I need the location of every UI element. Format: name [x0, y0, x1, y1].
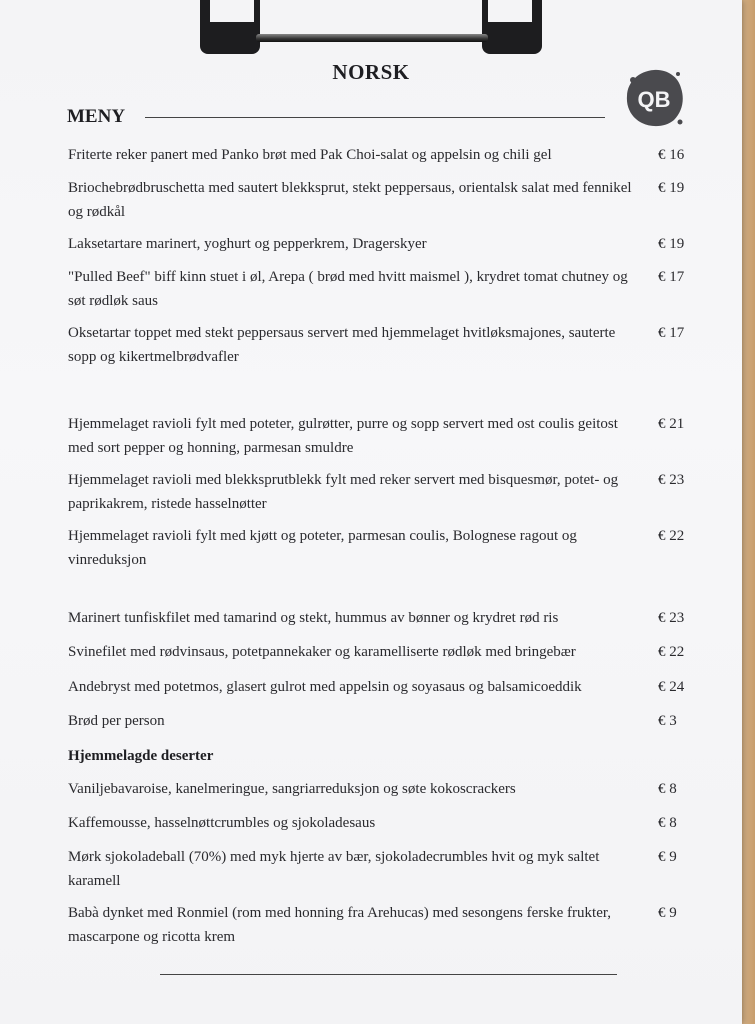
dish-description: Oksetartar toppet med stekt peppersaus servert med hjemmelaget hvitløksmajones, sauterte sopp og kikertmelbrødvafler — [68, 325, 616, 365]
dish-description: Brød per person — [68, 713, 165, 729]
dish-description: Hjemmelaget ravioli med blekksprutblekk fylt med reker servert med bisquesmør, potet- og paprikakrem, ristede hasselnøtter — [68, 472, 619, 512]
dish-description: Hjemmelaget ravioli fylt med poteter, gulrøtter, purre og sopp servert med ost coulis geitost med sort pepper og honning, parmesan smuldre — [68, 416, 618, 456]
dish-price: € 3 — [658, 713, 677, 729]
dessert-description: Babà dynket med Ronmiel (rom med honning fra Arehucas) med sesongens ferske frukter, mascarpone og ricotta krem — [68, 905, 611, 945]
dish-description: Briochebrødbruschetta med sautert blekksprut, stekt peppersaus, orientalsk salat med fennikel og rødkål — [68, 180, 632, 220]
clip-bar — [256, 34, 488, 42]
dish-price: € 19 — [658, 236, 685, 252]
dish-price: € 22 — [658, 528, 685, 544]
qb-logo-icon — [622, 66, 686, 130]
dessert-price: € 8 — [658, 815, 677, 831]
dish-price: € 19 — [658, 180, 685, 196]
dish-price: € 23 — [658, 610, 685, 626]
dish-price: € 21 — [658, 416, 685, 432]
dessert-description: Vaniljebavaroise, kanelmeringue, sangriarreduksjon og søte kokoscrackers — [68, 781, 516, 797]
menu-header — [67, 106, 607, 130]
dish-price: € 17 — [658, 325, 685, 341]
dish-description: Svinefilet med rødvinsaus, potetpannekaker og karamelliserte rødløk med bringebær — [68, 644, 576, 660]
clip-slot-right — [488, 0, 532, 22]
logo-text: QB — [637, 87, 671, 112]
dish-price: € 16 — [658, 147, 685, 163]
dish-description: Andebryst med potetmos, glasert gulrot med appelsin og soyasaus og balsamicoeddik — [68, 679, 582, 695]
dish-price: € 22 — [658, 644, 685, 660]
clip-slot-left — [210, 0, 254, 22]
dish-price: € 24 — [658, 679, 685, 695]
dish-description: "Pulled Beef" biff kinn stuet i øl, Arepa ( brød med hvitt maismel ), krydret tomat chutney og søt rødløk saus — [68, 269, 628, 309]
dish-price: € 23 — [658, 472, 685, 488]
menu-label: MENY — [67, 106, 126, 127]
dessert-description: Mørk sjokoladeball (70%) med myk hjerte av bær, sjokoladecrumbles hvit og myk saltet karamell — [68, 849, 600, 889]
dish-price: € 17 — [658, 269, 685, 285]
dish-description: Marinert tunfiskfilet med tamarind og stekt, hummus av bønner og krydret rød ris — [68, 610, 559, 626]
page-title: NORSK — [332, 60, 410, 84]
dessert-price: € 9 — [658, 905, 677, 921]
dessert-price: € 9 — [658, 849, 677, 865]
dish-description: Laksetartare marinert, yoghurt og pepperkrem, Dragerskyer — [68, 236, 427, 252]
menu-header-rule — [145, 117, 605, 118]
clipboard-clip — [198, 0, 550, 60]
desserts-heading: Hjemmelagde deserter — [68, 748, 214, 764]
dessert-description: Kaffemousse, hasselnøttcrumbles og sjokoladesaus — [68, 815, 376, 831]
dish-description: Hjemmelaget ravioli fylt med kjøtt og poteter, parmesan coulis, Bolognese ragout og vinreduksjon — [68, 528, 577, 568]
dish-description: Friterte reker panert med Panko brøt med Pak Choi-salat og appelsin og chili gel — [68, 147, 552, 163]
dessert-price: € 8 — [658, 781, 677, 797]
bottom-rule — [160, 974, 617, 975]
